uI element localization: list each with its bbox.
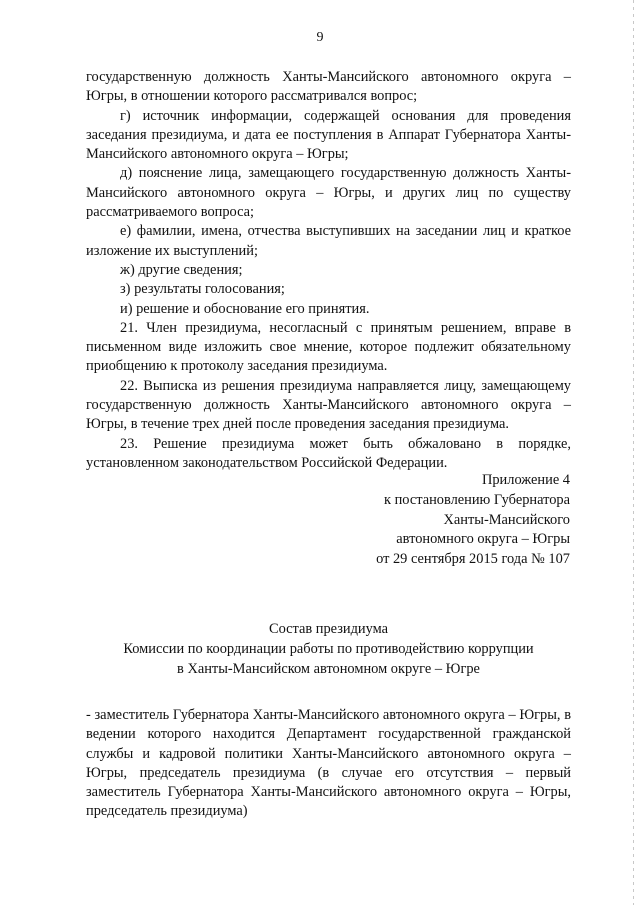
paragraph-item-e: е) фамилии, имена, отчества выступивших на заседании лиц и краткое изложение их выступлений; [86, 223, 571, 259]
appendix-date: от 29 сентября 2015 года № 107 [376, 551, 570, 568]
heading-title: Состав президиума [268, 621, 389, 637]
heading-line: Комиссии по координации работы по противодействию коррупции [123, 640, 534, 657]
page-number: 9 [316, 30, 324, 45]
regulation-text [86, 68, 571, 473]
section-heading [86, 620, 571, 679]
paragraph-continuation: государственную должность Ханты-Мансийского автономного округа – Югры, в отношении которого рассматривался вопрос; [86, 69, 571, 105]
paragraph-item-zh: ж) другие сведения; [120, 261, 243, 278]
appendix-title: Приложение 4 [481, 472, 570, 488]
paragraph-item-i: и) решение и обоснование его принятия. [120, 300, 370, 317]
paragraph-item-g: г) источник информации, содержащей основания для проведения заседания президиума, и дата ее поступления в Аппарат Губернатора Ханты-Мансийского автономного округа – Югры; [86, 107, 571, 163]
appendix-line: к постановлению Губернатора [384, 491, 570, 508]
paragraph-item-z: з) результаты голосования; [120, 281, 285, 298]
appendix-block [310, 471, 570, 570]
scan-edge-line [633, 0, 634, 905]
paragraph-23: 23. Решение президиума может быть обжаловано в порядке, установленном законодательством Российской Федерации. [86, 435, 571, 471]
paragraph-21: 21. Член президиума, несогласный с принятым решением, вправе в письменном виде изложить свое мнение, которое подлежит обязательному приобщению к протоколу заседания президиума. [86, 319, 571, 375]
paragraph-22: 22. Выписка из решения президиума направляется лицу, замещающему государственную должность Ханты-Мансийского автономного округа – Югры, в течение трех дней после проведения заседания президиума. [86, 377, 571, 433]
appendix-line: Ханты-Мансийского [443, 511, 570, 528]
member-entry: - заместитель Губернатора Ханты-Мансийского автономного округа – Югры, в ведении которого находится Департамент государственной гражданской службы и кадровой политики Ханты-Мансийского автономного округа – Югры, председатель президиума (в случае его отсутствия – первый заместитель Губернатора Ханты-Мансийского автономного округа – Югры, председатель президиума) [86, 707, 571, 820]
appendix-line: автономного округа – Югры [396, 531, 570, 548]
paragraph-item-d: д) пояснение лица, замещающего государственную должность Ханты-Мансийского автономного округа – Югры, и других лиц по существу рассматриваемого вопроса; [86, 165, 571, 221]
heading-line: в Ханты-Мансийском автономном округе – Югре [177, 660, 480, 677]
